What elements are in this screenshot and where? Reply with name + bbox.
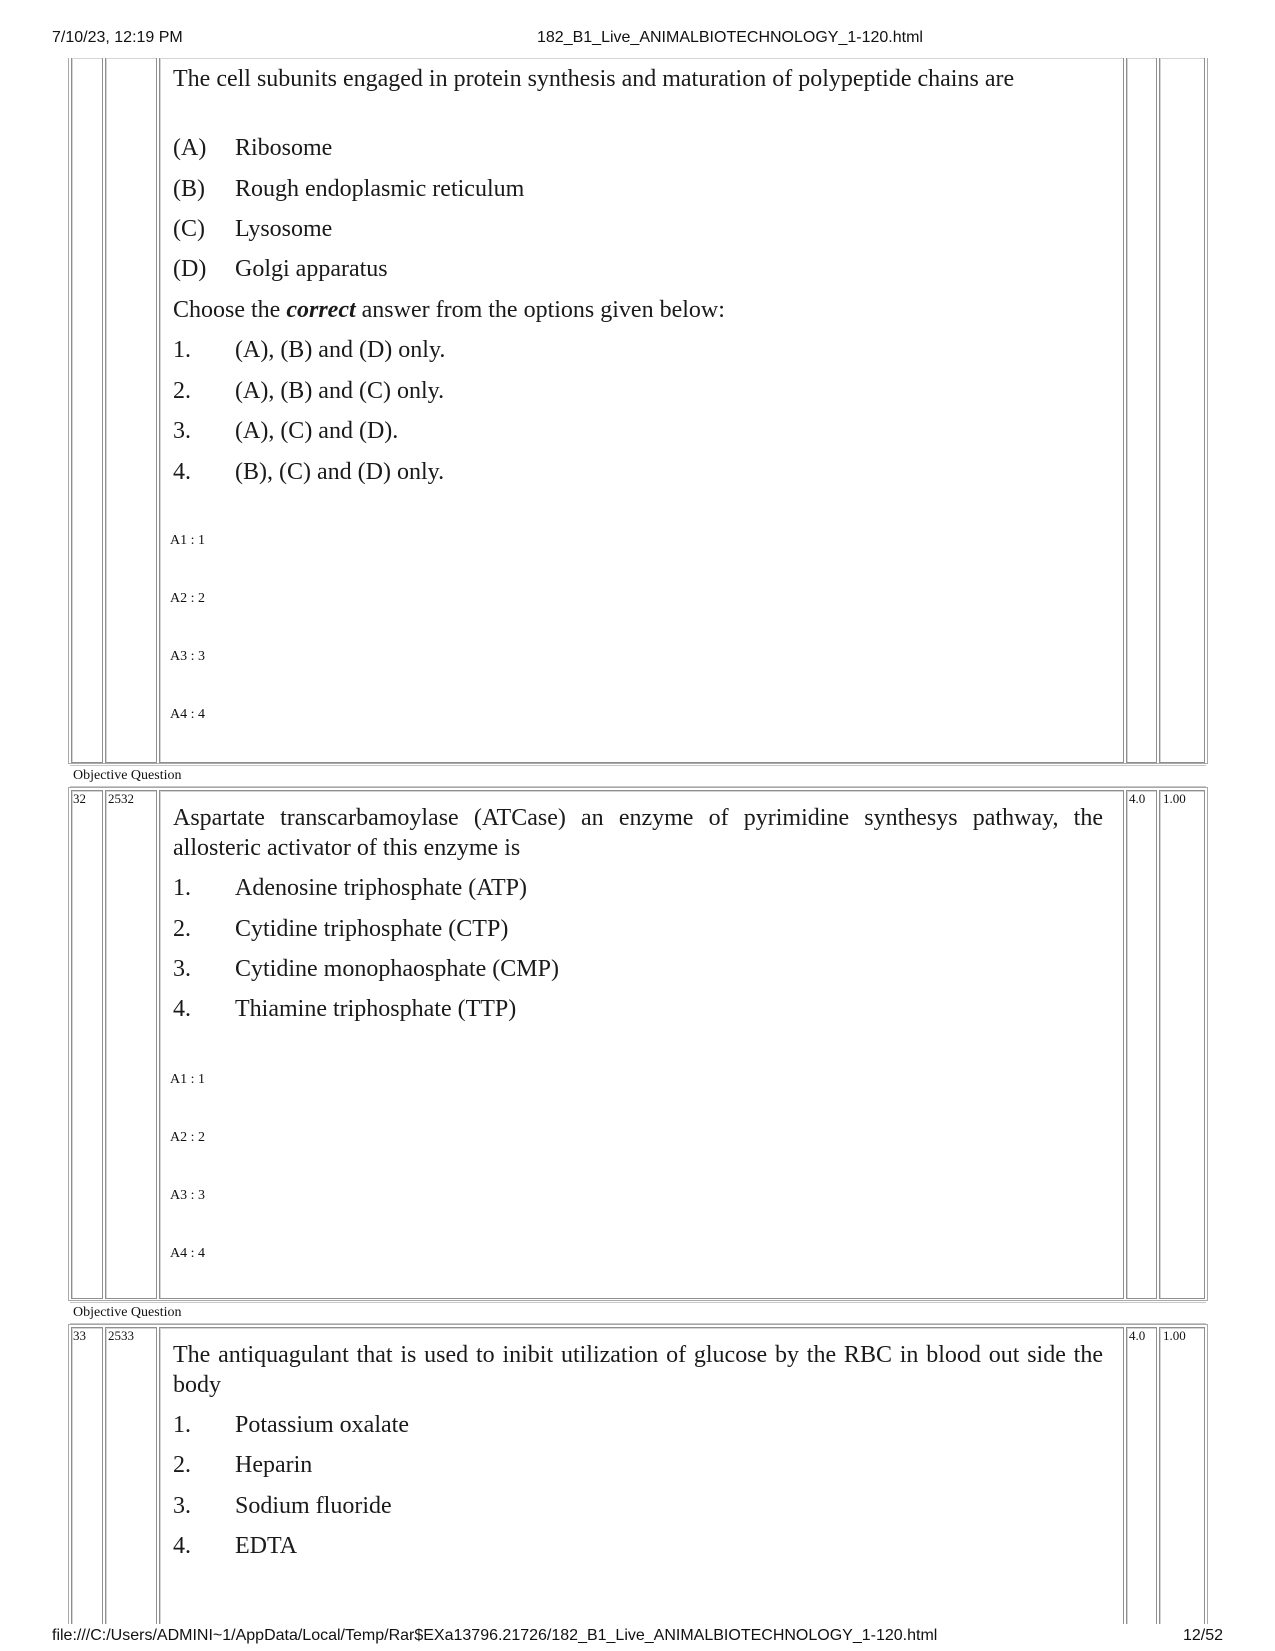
q32-option-text: Thiamine triphosphate (TTP) — [235, 996, 517, 1022]
q31-item-label: (D) — [173, 256, 207, 282]
q31-option-number: 4. — [173, 459, 191, 485]
q31-item-text: Golgi apparatus — [235, 256, 388, 282]
q33-option-text: Sodium fluoride — [235, 1493, 392, 1519]
q32-answer-key: A3 : 3 — [170, 1188, 205, 1203]
q33-option-number: 1. — [173, 1412, 191, 1438]
q31-option-number: 3. — [173, 418, 191, 444]
q31-option-number: 1. — [173, 337, 191, 363]
q32-sno-cell — [71, 790, 103, 1299]
q31-option-text: (A), (C) and (D). — [235, 418, 399, 444]
q31-item-label: (A) — [173, 135, 207, 161]
q32-option-number: 2. — [173, 916, 191, 942]
q33-type-label: Objective Question — [73, 1305, 182, 1320]
q31-option-text: (A), (B) and (D) only. — [235, 337, 446, 363]
q32-type-label: Objective Question — [73, 768, 182, 783]
q33-option-number: 2. — [173, 1452, 191, 1478]
q32-serial-number: 32 — [73, 791, 86, 806]
q32-answer-key: A1 : 1 — [170, 1072, 205, 1087]
q31-answer-key: A1 : 1 — [170, 533, 205, 548]
q31-answer-key: A2 : 2 — [170, 591, 205, 606]
q32-negative-cell — [1159, 790, 1205, 1299]
print-page-title: 182_B1_Live_ANIMALBIOTECHNOLOGY_1-120.html — [537, 29, 923, 46]
print-page-number: 12/52 — [1183, 1627, 1224, 1644]
row-divider — [70, 765, 1206, 766]
q32-option-text: Cytidine monophaosphate (CMP) — [235, 956, 559, 982]
q33-serial-number: 33 — [73, 1328, 86, 1343]
q32-negative-marks: 1.00 — [1163, 791, 1186, 806]
q32-question-text: Aspartate transcarbamoylase (ATCase) an enzyme of pyrimidine synthesys pathway, the allosteric activator of this enzyme is — [173, 805, 1103, 861]
q31-choose-emphasis: correct — [286, 297, 356, 323]
q31-choose-post: answer from the options given below: — [355, 297, 725, 323]
q32-option-number: 1. — [173, 875, 191, 901]
q32-content-cell — [159, 790, 1124, 1299]
q32-option-number: 3. — [173, 956, 191, 982]
q32-option-number: 4. — [173, 996, 191, 1022]
q31-item-label: (C) — [173, 216, 205, 242]
q31-option-text: (A), (B) and (C) only. — [235, 378, 445, 404]
print-file-path: file:///C:/Users/ADMINI~1/AppData/Local/Temp/Rar$EXa13796.21726/182_B1_Live_ANIMALBIOTECHNOLOGY_1-120.html — [52, 1627, 938, 1644]
q31-id-cell — [105, 58, 157, 763]
q33-question-text: The antiquagulant that is used to inibit utilization of glucose by the RBC in blood out side the body — [173, 1342, 1103, 1398]
q33-sno-cell — [71, 1327, 103, 1624]
q33-option-number: 4. — [173, 1533, 191, 1559]
q33-option-number: 3. — [173, 1493, 191, 1519]
q31-item-text: Lysosome — [235, 216, 333, 242]
q33-option-text: Potassium oxalate — [235, 1412, 409, 1438]
q32-option-text: Adenosine triphosphate (ATP) — [235, 875, 527, 901]
q32-option-text: Cytidine triphosphate (CTP) — [235, 916, 509, 942]
row-divider — [70, 1302, 1206, 1303]
q31-answer-key: A4 : 4 — [170, 707, 205, 722]
q33-negative-marks: 1.00 — [1163, 1328, 1186, 1343]
q33-id-cell — [105, 1327, 157, 1624]
q32-answer-key: A2 : 2 — [170, 1130, 205, 1145]
q32-marks-cell — [1126, 790, 1157, 1299]
q31-option-number: 2. — [173, 378, 191, 404]
q33-question-id: 2533 — [108, 1328, 134, 1343]
q31-item-text: Ribosome — [235, 135, 333, 161]
q33-marks-cell — [1126, 1327, 1157, 1624]
q32-marks: 4.0 — [1129, 791, 1146, 806]
print-datetime: 7/10/23, 12:19 PM — [52, 29, 183, 46]
q31-item-label: (B) — [173, 176, 205, 202]
q33-option-text: Heparin — [235, 1452, 313, 1478]
q31-item-text: Rough endoplasmic reticulum — [235, 176, 525, 202]
q32-answer-key: A4 : 4 — [170, 1246, 205, 1261]
q31-answer-key: A3 : 3 — [170, 649, 205, 664]
q31-choose-instruction — [173, 297, 725, 324]
q33-option-text: EDTA — [235, 1533, 298, 1559]
q31-content-cell — [159, 58, 1124, 763]
q32-question-id: 2532 — [108, 791, 134, 806]
q31-negative-cell — [1159, 58, 1205, 763]
q31-question-text: The cell subunits engaged in protein synthesis and maturation of polypeptide chains are — [173, 66, 1015, 92]
q31-choose-pre: Choose the — [173, 297, 287, 323]
q32-id-cell — [105, 790, 157, 1299]
q33-marks: 4.0 — [1129, 1328, 1146, 1343]
q31-marks-cell — [1126, 58, 1157, 763]
q31-option-text: (B), (C) and (D) only. — [235, 459, 445, 485]
q33-negative-cell — [1159, 1327, 1205, 1624]
q31-sno-cell — [71, 58, 103, 763]
